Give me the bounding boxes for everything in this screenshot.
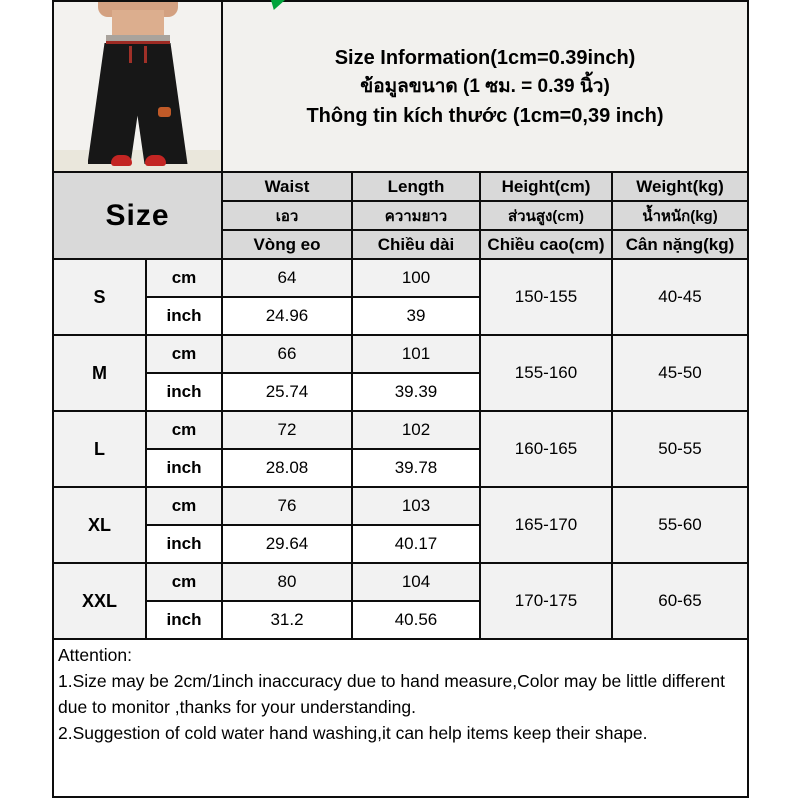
col-header-weight-th: น้ำหนัก(kg) <box>612 201 748 230</box>
length-inch-value: 40.17 <box>352 525 480 563</box>
length-inch-value: 39 <box>352 297 480 335</box>
weight-range: 50-55 <box>612 411 748 487</box>
col-header-height-th: ส่วนสูง(cm) <box>480 201 612 230</box>
length-cm-value: 101 <box>352 335 480 373</box>
table-row <box>53 563 748 601</box>
title-english: Size Information(1cm=0.39inch) <box>334 46 636 69</box>
unit-inch: inch <box>146 601 222 639</box>
unit-inch: inch <box>146 449 222 487</box>
red-shoe-right <box>145 155 166 166</box>
waist-inch-value: 25.74 <box>222 373 352 411</box>
size-label-xxl: XXL <box>53 563 146 639</box>
waist-cm-value: 72 <box>222 411 352 449</box>
unit-inch: inch <box>146 525 222 563</box>
unit-cm: cm <box>146 411 222 449</box>
col-header-length-en: Length <box>352 172 480 201</box>
unit-cm: cm <box>146 487 222 525</box>
height-range: 150-155 <box>480 259 612 335</box>
size-table <box>52 0 749 798</box>
title-vietnamese: Thông tin kích thước (1cm=0,39 inch) <box>306 104 664 127</box>
product-photo <box>53 1 222 172</box>
title-thai: ข้อมูลขนาด (1 ซม. = 0.39 นิ้ว) <box>360 75 610 97</box>
col-header-waist-en: Waist <box>222 172 352 201</box>
weight-range: 45-50 <box>612 335 748 411</box>
title-cell <box>222 1 748 172</box>
weight-range: 60-65 <box>612 563 748 639</box>
waistband-red-trim <box>106 41 170 44</box>
col-header-waist-vi: Vòng eo <box>222 230 352 259</box>
waist-cm-value: 64 <box>222 259 352 297</box>
attention-cell <box>53 639 748 797</box>
unit-inch: inch <box>146 297 222 335</box>
col-header-length-vi: Chiều dài <box>352 230 480 259</box>
red-drawstring <box>129 46 147 63</box>
waist-inch-value: 31.2 <box>222 601 352 639</box>
weight-range: 55-60 <box>612 487 748 563</box>
col-header-weight-vi: Cân nặng(kg) <box>612 230 748 259</box>
table-row <box>53 411 748 449</box>
attention-line2: 2.Suggestion of cold water hand washing,it can help items keep their shape. <box>58 723 648 743</box>
length-cm-value: 104 <box>352 563 480 601</box>
waist-inch-value: 28.08 <box>222 449 352 487</box>
length-cm-value: 102 <box>352 411 480 449</box>
waist-cm-value: 76 <box>222 487 352 525</box>
size-label-xl: XL <box>53 487 146 563</box>
size-label-m: M <box>53 335 146 411</box>
col-header-height-en: Height(cm) <box>480 172 612 201</box>
length-inch-value: 39.39 <box>352 373 480 411</box>
col-header-weight-en: Weight(kg) <box>612 172 748 201</box>
col-header-length-th: ความยาว <box>352 201 480 230</box>
length-cm-value: 100 <box>352 259 480 297</box>
weight-range: 40-45 <box>612 259 748 335</box>
unit-cm: cm <box>146 335 222 373</box>
length-inch-value: 40.56 <box>352 601 480 639</box>
leg-embroidery-patch <box>158 107 171 117</box>
height-range: 170-175 <box>480 563 612 639</box>
table-row <box>53 259 748 297</box>
waist-inch-value: 24.96 <box>222 297 352 335</box>
photo-floor <box>54 150 221 171</box>
red-shoe-left <box>111 155 132 166</box>
length-inch-value: 39.78 <box>352 449 480 487</box>
size-header-cell: Size <box>53 172 222 259</box>
attention-heading: Attention: <box>58 645 132 665</box>
table-row <box>53 335 748 373</box>
product-photo-canvas <box>54 2 221 171</box>
attention-line1: 1.Size may be 2cm/1inch inaccuracy due to hand measure,Color may be little different due to monitor ,thanks for your understanding. <box>58 671 725 717</box>
unit-inch: inch <box>146 373 222 411</box>
table-row <box>53 487 748 525</box>
size-label-l: L <box>53 411 146 487</box>
waist-inch-value: 29.64 <box>222 525 352 563</box>
col-header-height-vi: Chiều cao(cm) <box>480 230 612 259</box>
length-cm-value: 103 <box>352 487 480 525</box>
height-range: 165-170 <box>480 487 612 563</box>
height-range: 155-160 <box>480 335 612 411</box>
waist-cm-value: 80 <box>222 563 352 601</box>
unit-cm: cm <box>146 259 222 297</box>
unit-cm: cm <box>146 563 222 601</box>
model-torso <box>112 10 164 38</box>
waist-cm-value: 66 <box>222 335 352 373</box>
height-range: 160-165 <box>480 411 612 487</box>
size-label-s: S <box>53 259 146 335</box>
col-header-waist-th: เอว <box>222 201 352 230</box>
